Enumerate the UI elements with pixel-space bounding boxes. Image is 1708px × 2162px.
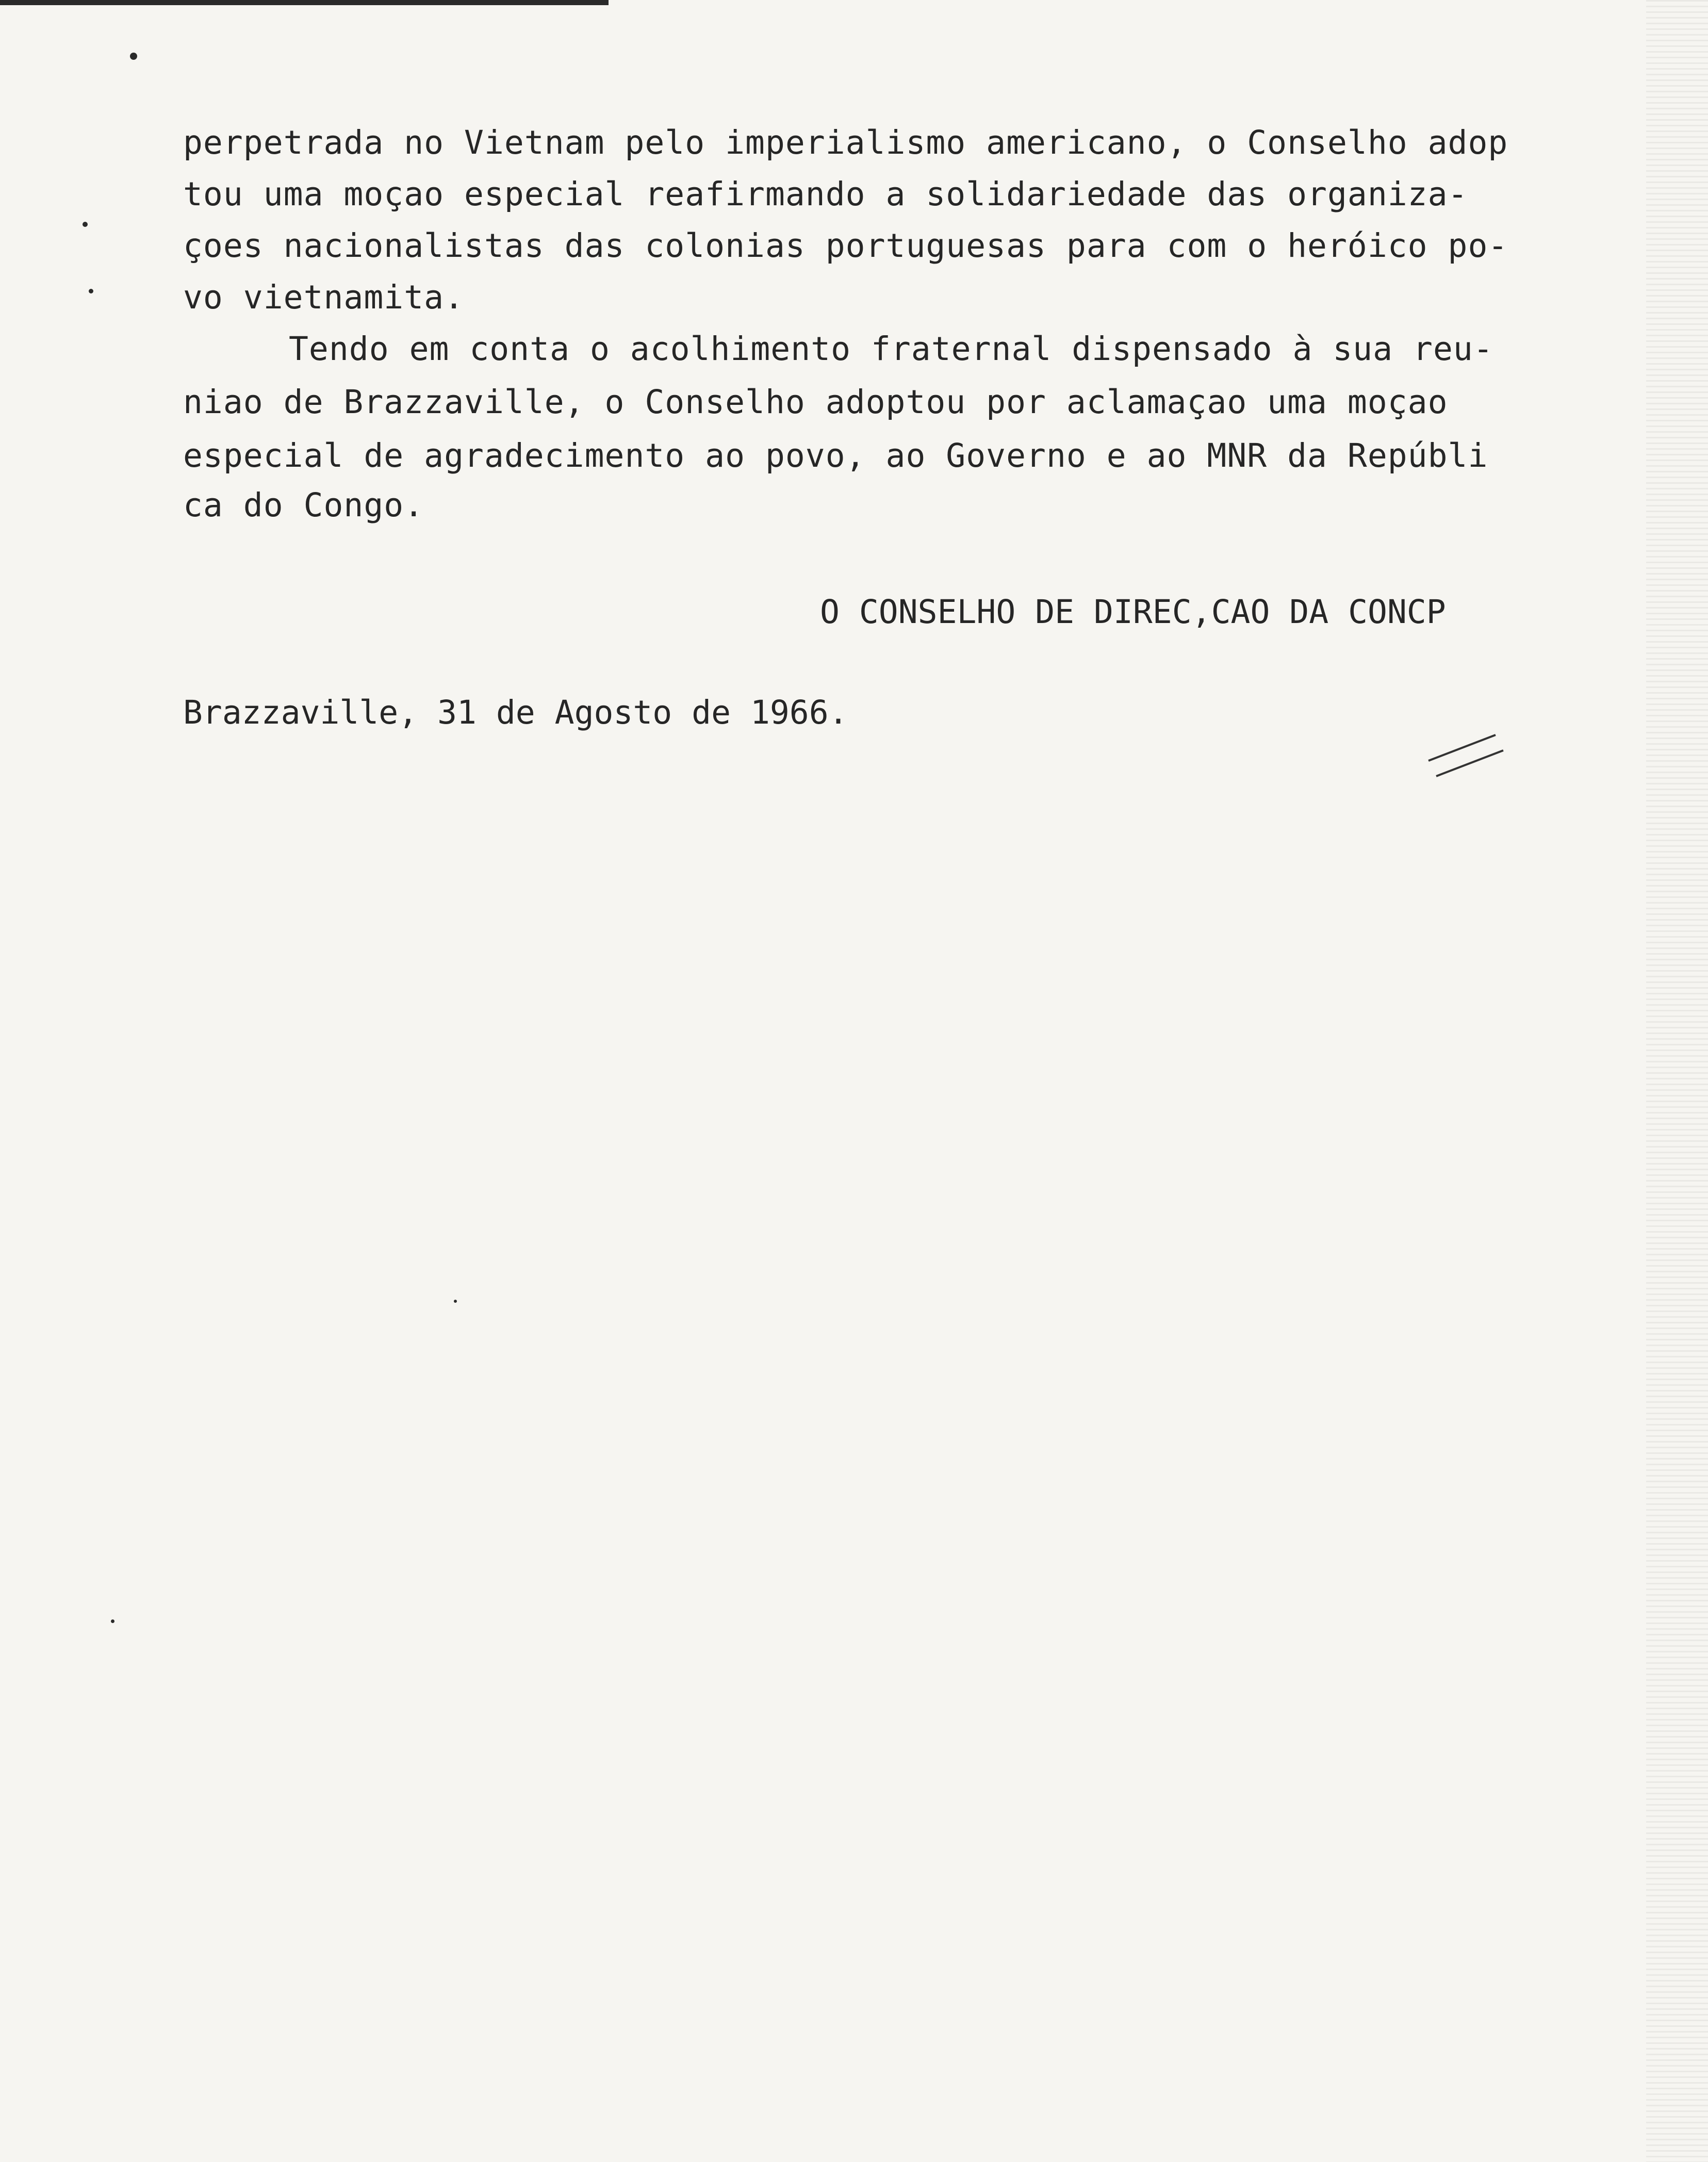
scan-speck <box>111 1619 114 1623</box>
scan-right-edge-noise <box>1646 0 1708 2162</box>
paragraph-1-line-2: tou uma moçao especial reafirmando a solidariedade das organiza- <box>183 175 1468 213</box>
paragraph-1-line-3: çoes nacionalistas das colonias portuguesas para com o heróico po- <box>183 227 1508 265</box>
double-slash-mark <box>1423 732 1506 779</box>
scan-speck <box>89 289 93 293</box>
scan-speck <box>83 222 88 227</box>
scan-speck <box>454 1300 457 1303</box>
paragraph-1-line-1: perpetrada no Vietnam pelo imperialismo americano, o Conselho adop <box>183 124 1508 161</box>
signature-line: O CONSELHO DE DIREC,CAO DA CONCP <box>820 593 1446 631</box>
paragraph-2-line-2: niao de Brazzaville, o Conselho adoptou por aclamaçao uma moçao <box>183 383 1448 421</box>
paragraph-2-line-1: Tendo em conta o acolhimento fraternal dispensado à sua reu- <box>289 330 1493 368</box>
paragraph-2-line-4: ca do Congo. <box>183 486 424 524</box>
scan-speck <box>130 53 137 60</box>
paragraph-1-line-4: vo vietnamita. <box>183 279 465 316</box>
paragraph-2-line-3: especial de agradecimento ao povo, ao Governo e ao MNR da Repúbli <box>183 437 1488 474</box>
date-line: Brazzaville, 31 de Agosto de 1966. <box>183 694 848 731</box>
scan-top-edge <box>0 0 609 5</box>
